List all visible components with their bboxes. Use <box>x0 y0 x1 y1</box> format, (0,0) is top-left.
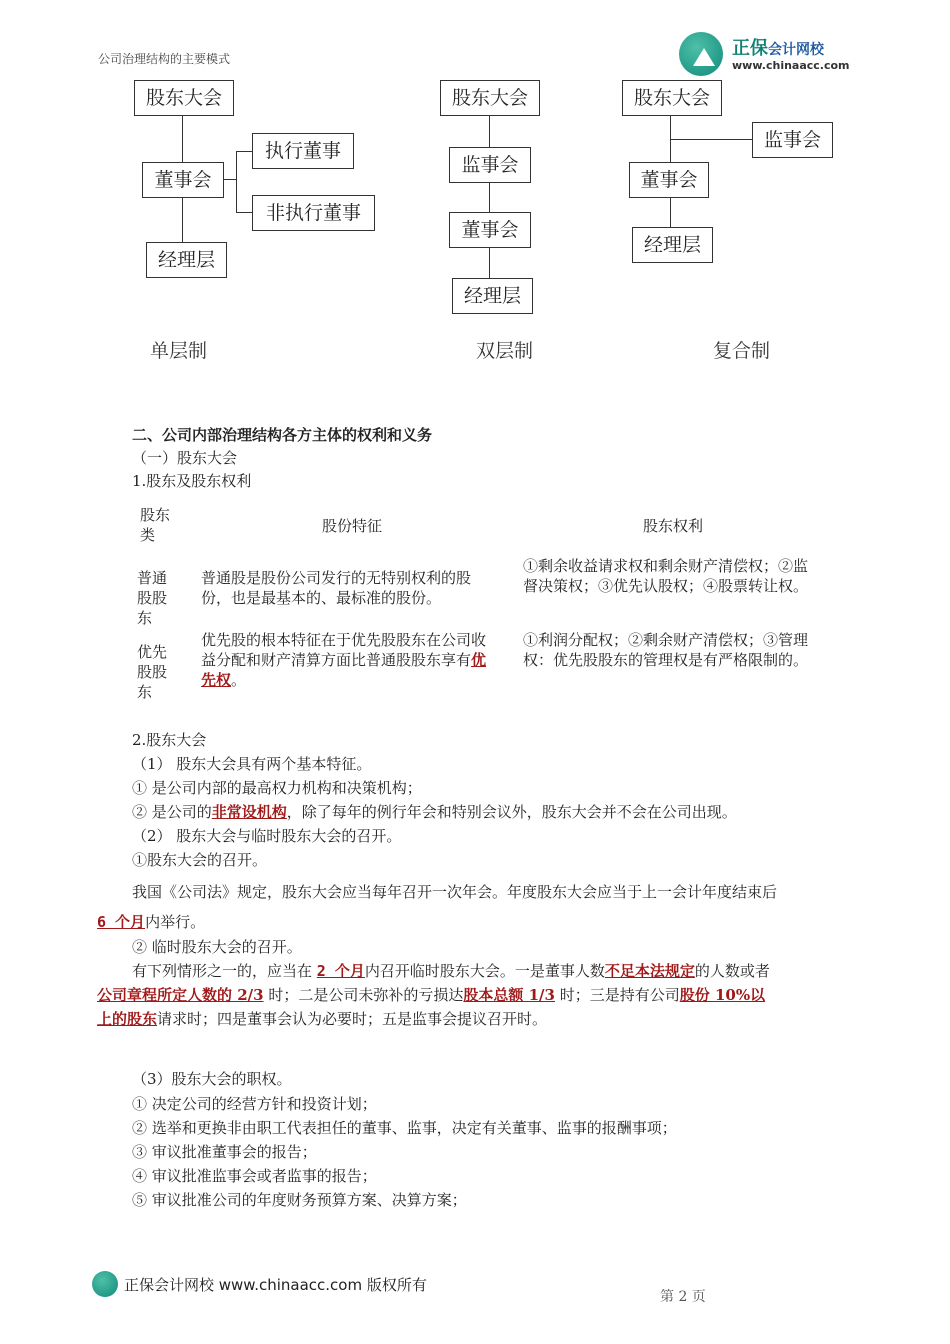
box-management: 经理层 <box>146 242 227 278</box>
box-board: 董事会 <box>449 212 531 248</box>
para-3: （1） 股东大会具有两个基本特征。 <box>132 755 372 773</box>
table-row-feature: 优先股的根本特征在于优先股股东在公司收益分配和财产清算方面比普通股股东享有优先权。 <box>201 631 487 689</box>
box-supervisory: 监事会 <box>449 147 531 183</box>
para-5: ② 是公司的非常设机构，除了每年的例行年会和特别会议外，股东大会并不会在公司出现。 <box>132 803 737 821</box>
table-header-rights: 股东权利 <box>643 517 704 535</box>
box-management: 经理层 <box>452 278 533 314</box>
table-row-feature: 普通股是股份公司发行的无特别权利的股份，也是最基本的、最标准的股份。 <box>201 569 472 607</box>
box-shareholders: 股东大会 <box>622 80 722 116</box>
subsection-item: 1.股东及股东权利 <box>132 472 252 490</box>
para-6: （2） 股东大会与临时股东大会的召开。 <box>132 827 402 845</box>
box-board: 董事会 <box>629 162 709 198</box>
para-16: ② 选举和更换非由职工代表担任的董事、监事，决定有关董事、监事的报酬事项； <box>132 1119 677 1137</box>
para-13: 上的股东请求时；四是董事会认为必要时；五是监事会提议召开时。 <box>97 1010 548 1028</box>
table-header-feature: 股份特征 <box>322 517 383 535</box>
para-12: 公司章程所定人数的 2/3 时；二是公司未弥补的亏损达股本总额 1/3 时；三是持有公司股份 10%以 <box>97 986 766 1004</box>
logo-text: 正保会计网校 <box>732 38 824 59</box>
para-19: ⑤ 审议批准公司的年度财务预算方案、决算方案； <box>132 1191 467 1209</box>
footer-copyright: 正保会计网校 www.chinaacc.com 版权所有 <box>124 1276 427 1294</box>
box-shareholders: 股东大会 <box>134 80 234 116</box>
subsection-title: （一）股东大会 <box>132 449 238 467</box>
box-supervisory: 监事会 <box>752 122 833 158</box>
caption-single: 单层制 <box>150 340 208 362</box>
box-board: 董事会 <box>142 162 224 198</box>
section-title: 二、公司内部治理结构各方主体的权利和义务 <box>132 426 433 444</box>
para-8-cut: 我国《公司法》规定，股东大会应当每年召开一次年会。年度股东大会应当于上一会计年度结束后 <box>132 883 778 901</box>
para-18: ④ 审议批准监事会或者监事的报告； <box>132 1167 377 1185</box>
box-shareholders: 股东大会 <box>440 80 540 116</box>
para-10: ② 临时股东大会的召开。 <box>132 938 302 956</box>
para-15: ① 决定公司的经营方针和投资计划； <box>132 1095 377 1113</box>
para-11: 有下列情形之一的，应当在 2 个月内召开临时股东大会。一是董事人数不足本法规定的人数或者 <box>132 962 770 980</box>
brand-logo <box>676 28 866 78</box>
table-row-type: 优先股股东 <box>137 643 168 701</box>
para-4: ① 是公司内部的最高权力机构和决策机构； <box>132 779 422 797</box>
cut-heading: 公司治理结构的主要模式 <box>98 52 231 66</box>
table-header-type: 股东类 <box>140 506 171 544</box>
para-2: 2.股东大会 <box>132 731 207 749</box>
para-7: ①股东大会的召开。 <box>132 851 268 869</box>
footer-logo-icon <box>92 1271 118 1297</box>
logo-emblem-icon <box>679 32 723 76</box>
para-9: 6 个月内举行。 <box>97 913 206 931</box>
page-number: 第 2 页 <box>660 1289 706 1305</box>
logo-url: www.chinaacc.com <box>732 59 850 72</box>
box-exec-director: 执行董事 <box>252 133 354 169</box>
table-row-rights: ①剩余收益请求权和剩余财产清偿权；②监督决策权；③优先认股权；④股票转让权。 <box>523 557 809 595</box>
table-row-rights: ①利润分配权；②剩余财产清偿权；③管理权：优先股股东的管理权是有严格限制的。 <box>523 631 809 669</box>
caption-double: 双层制 <box>476 340 534 362</box>
caption-composite: 复合制 <box>713 340 771 362</box>
para-17: ③ 审议批准董事会的报告； <box>132 1143 317 1161</box>
para-14: （3）股东大会的职权。 <box>132 1070 292 1088</box>
box-nonexec-director: 非执行董事 <box>252 195 375 231</box>
table-row-type: 普通股股东 <box>137 569 168 627</box>
box-management: 经理层 <box>632 227 713 263</box>
